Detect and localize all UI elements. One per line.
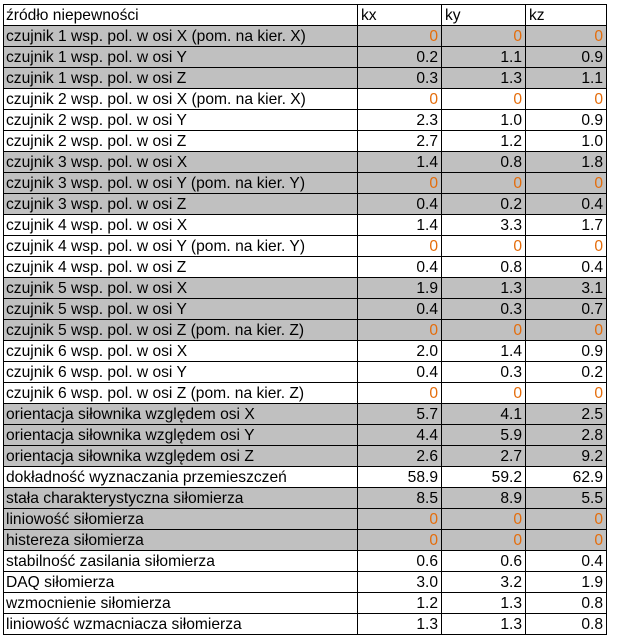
ky-cell[interactable]: 0.8: [442, 152, 526, 173]
table-row: [4, 383, 607, 404]
source-cell[interactable]: liniowość wzmacniacza siłomierza: [4, 614, 358, 635]
kx-cell[interactable]: 58.9: [358, 467, 442, 488]
source-cell[interactable]: czujnik 1 wsp. pol. w osi X (pom. na kier. X): [4, 26, 358, 47]
kx-cell[interactable]: 2.6: [358, 446, 442, 467]
source-cell[interactable]: czujnik 4 wsp. pol. w osi X: [4, 215, 358, 236]
kz-cell[interactable]: 0.7: [526, 299, 607, 320]
table-row: [4, 446, 607, 467]
table-row: [4, 89, 607, 110]
kx-cell[interactable]: 0.4: [358, 194, 442, 215]
kx-cell[interactable]: 1.2: [358, 593, 442, 614]
ky-cell[interactable]: 1.3: [442, 593, 526, 614]
table-row: [4, 509, 607, 530]
table-row: [4, 131, 607, 152]
table-row: [4, 236, 607, 257]
source-cell[interactable]: czujnik 1 wsp. pol. w osi Z: [4, 68, 358, 89]
table-row: [4, 341, 607, 362]
kz-cell[interactable]: 1.9: [526, 572, 607, 593]
source-cell[interactable]: DAQ siłomierza: [4, 572, 358, 593]
kx-cell[interactable]: 1.3: [358, 614, 442, 635]
header-kx[interactable]: kx: [358, 5, 442, 26]
kx-cell[interactable]: 0: [358, 383, 442, 404]
kz-cell[interactable]: 2.5: [526, 404, 607, 425]
kz-cell[interactable]: 0: [526, 89, 607, 110]
source-cell[interactable]: czujnik 6 wsp. pol. w osi X: [4, 341, 358, 362]
kx-cell[interactable]: 0.3: [358, 68, 442, 89]
table-row: [4, 215, 607, 236]
kx-cell[interactable]: 0: [358, 236, 442, 257]
table-row: [4, 320, 607, 341]
kx-cell[interactable]: 1.4: [358, 152, 442, 173]
ky-cell[interactable]: 1.3: [442, 68, 526, 89]
ky-cell[interactable]: 0.3: [442, 362, 526, 383]
source-cell[interactable]: czujnik 4 wsp. pol. w osi Y (pom. na kier. Y): [4, 236, 358, 257]
ky-cell[interactable]: 1.0: [442, 110, 526, 131]
kz-cell[interactable]: 0.4: [526, 551, 607, 572]
kx-cell[interactable]: 3.0: [358, 572, 442, 593]
kx-cell[interactable]: 1.9: [358, 278, 442, 299]
table-row: [4, 299, 607, 320]
kz-cell[interactable]: 2.8: [526, 425, 607, 446]
kz-cell[interactable]: 0: [526, 236, 607, 257]
kx-cell[interactable]: 0.4: [358, 299, 442, 320]
source-cell[interactable]: wzmocnienie siłomierza: [4, 593, 358, 614]
header-kz[interactable]: kz: [526, 5, 607, 26]
kz-cell[interactable]: 0: [526, 383, 607, 404]
kx-cell[interactable]: 0: [358, 320, 442, 341]
kz-cell[interactable]: 0.9: [526, 341, 607, 362]
table-row: [4, 194, 607, 215]
ky-cell[interactable]: 1.2: [442, 131, 526, 152]
kx-cell[interactable]: 8.5: [358, 488, 442, 509]
table-row: [4, 173, 607, 194]
ky-cell[interactable]: 1.3: [442, 278, 526, 299]
kz-cell[interactable]: 5.5: [526, 488, 607, 509]
ky-cell[interactable]: 0.2: [442, 194, 526, 215]
ky-cell[interactable]: 0: [442, 89, 526, 110]
kz-cell[interactable]: 0.9: [526, 47, 607, 68]
kx-cell[interactable]: 0: [358, 26, 442, 47]
kz-cell[interactable]: 0.8: [526, 614, 607, 635]
table-row: [4, 488, 607, 509]
table-row: [4, 551, 607, 572]
source-cell[interactable]: czujnik 5 wsp. pol. w osi Y: [4, 299, 358, 320]
kz-cell[interactable]: 0.2: [526, 362, 607, 383]
table-row: [4, 572, 607, 593]
ky-cell[interactable]: 0.8: [442, 257, 526, 278]
kx-cell[interactable]: 2.0: [358, 341, 442, 362]
kz-cell[interactable]: 0.4: [526, 194, 607, 215]
kz-cell[interactable]: 0: [526, 530, 607, 551]
ky-cell[interactable]: 0: [442, 173, 526, 194]
ky-cell[interactable]: 0: [442, 26, 526, 47]
kz-cell[interactable]: 1.8: [526, 152, 607, 173]
kx-cell[interactable]: 0: [358, 509, 442, 530]
uncertainty-table: [3, 4, 607, 635]
kz-cell[interactable]: 0: [526, 26, 607, 47]
source-cell[interactable]: czujnik 5 wsp. pol. w osi X: [4, 278, 358, 299]
kx-cell[interactable]: 0: [358, 530, 442, 551]
table-row: [4, 47, 607, 68]
kx-cell[interactable]: 5.7: [358, 404, 442, 425]
ky-cell[interactable]: 1.4: [442, 341, 526, 362]
kx-cell[interactable]: 0.2: [358, 47, 442, 68]
source-cell[interactable]: czujnik 1 wsp. pol. w osi Y: [4, 47, 358, 68]
kz-cell[interactable]: 1.1: [526, 68, 607, 89]
kx-cell[interactable]: 0.6: [358, 551, 442, 572]
source-cell[interactable]: orientacja siłownika względem osi Y: [4, 425, 358, 446]
table-row: [4, 152, 607, 173]
kz-cell[interactable]: 0: [526, 320, 607, 341]
source-cell[interactable]: histereza siłomierza: [4, 530, 358, 551]
source-cell[interactable]: czujnik 6 wsp. pol. w osi Y: [4, 362, 358, 383]
ky-cell[interactable]: 5.9: [442, 425, 526, 446]
ky-cell[interactable]: 0: [442, 320, 526, 341]
table-row: [4, 26, 607, 47]
source-cell[interactable]: stała charakterystyczna siłomierza: [4, 488, 358, 509]
table-row: [4, 278, 607, 299]
ky-cell[interactable]: 0: [442, 509, 526, 530]
table-row: [4, 68, 607, 89]
spreadsheet: [3, 4, 607, 635]
ky-cell[interactable]: 59.2: [442, 467, 526, 488]
kz-cell[interactable]: 3.1: [526, 278, 607, 299]
source-cell[interactable]: czujnik 3 wsp. pol. w osi X: [4, 152, 358, 173]
kx-cell[interactable]: 2.7: [358, 131, 442, 152]
ky-cell[interactable]: 3.2: [442, 572, 526, 593]
source-cell[interactable]: czujnik 3 wsp. pol. w osi Z: [4, 194, 358, 215]
table-row: [4, 257, 607, 278]
source-cell[interactable]: czujnik 2 wsp. pol. w osi Y: [4, 110, 358, 131]
kz-cell[interactable]: 9.2: [526, 446, 607, 467]
table-row: [4, 362, 607, 383]
source-cell[interactable]: czujnik 4 wsp. pol. w osi Z: [4, 257, 358, 278]
kx-cell[interactable]: 0.4: [358, 362, 442, 383]
kz-cell[interactable]: 62.9: [526, 467, 607, 488]
ky-cell[interactable]: 0.6: [442, 551, 526, 572]
kx-cell[interactable]: 2.3: [358, 110, 442, 131]
kz-cell[interactable]: 0.9: [526, 110, 607, 131]
source-cell[interactable]: czujnik 2 wsp. pol. w osi X (pom. na kier. X): [4, 89, 358, 110]
ky-cell[interactable]: 1.3: [442, 614, 526, 635]
kx-cell[interactable]: 0: [358, 173, 442, 194]
source-cell[interactable]: czujnik 6 wsp. pol. w osi Z (pom. na kier. Z): [4, 383, 358, 404]
ky-cell[interactable]: 3.3: [442, 215, 526, 236]
source-cell[interactable]: czujnik 3 wsp. pol. w osi Y (pom. na kier. Y): [4, 173, 358, 194]
ky-cell[interactable]: 0: [442, 530, 526, 551]
source-cell[interactable]: liniowość siłomierza: [4, 509, 358, 530]
kx-cell[interactable]: 0.4: [358, 257, 442, 278]
source-cell[interactable]: orientacja siłownika względem osi X: [4, 404, 358, 425]
ky-cell[interactable]: 0: [442, 383, 526, 404]
ky-cell[interactable]: 2.7: [442, 446, 526, 467]
kz-cell[interactable]: 0: [526, 509, 607, 530]
table-row: [4, 110, 607, 131]
kz-cell[interactable]: 0.4: [526, 257, 607, 278]
table-row: [4, 614, 607, 635]
header-ky[interactable]: ky: [442, 5, 526, 26]
table-row: [4, 593, 607, 614]
table-row: [4, 425, 607, 446]
kz-cell[interactable]: 1.0: [526, 131, 607, 152]
kx-cell[interactable]: 1.4: [358, 215, 442, 236]
kx-cell[interactable]: 0: [358, 89, 442, 110]
ky-cell[interactable]: 4.1: [442, 404, 526, 425]
header-source[interactable]: źródło niepewności: [4, 5, 358, 26]
header-row: [4, 5, 607, 26]
source-cell[interactable]: czujnik 2 wsp. pol. w osi Z: [4, 131, 358, 152]
source-cell[interactable]: czujnik 5 wsp. pol. w osi Z (pom. na kier. Z): [4, 320, 358, 341]
kz-cell[interactable]: 0: [526, 173, 607, 194]
ky-cell[interactable]: 0: [442, 236, 526, 257]
ky-cell[interactable]: 1.1: [442, 47, 526, 68]
ky-cell[interactable]: 8.9: [442, 488, 526, 509]
kz-cell[interactable]: 1.7: [526, 215, 607, 236]
ky-cell[interactable]: 0.3: [442, 299, 526, 320]
table-body: [4, 26, 607, 635]
table-row: [4, 467, 607, 488]
kx-cell[interactable]: 4.4: [358, 425, 442, 446]
source-cell[interactable]: dokładność wyznaczania przemieszczeń: [4, 467, 358, 488]
table-row: [4, 530, 607, 551]
source-cell[interactable]: stabilność zasilania siłomierza: [4, 551, 358, 572]
source-cell[interactable]: orientacja siłownika względem osi Z: [4, 446, 358, 467]
table-row: [4, 404, 607, 425]
kz-cell[interactable]: 0.8: [526, 593, 607, 614]
